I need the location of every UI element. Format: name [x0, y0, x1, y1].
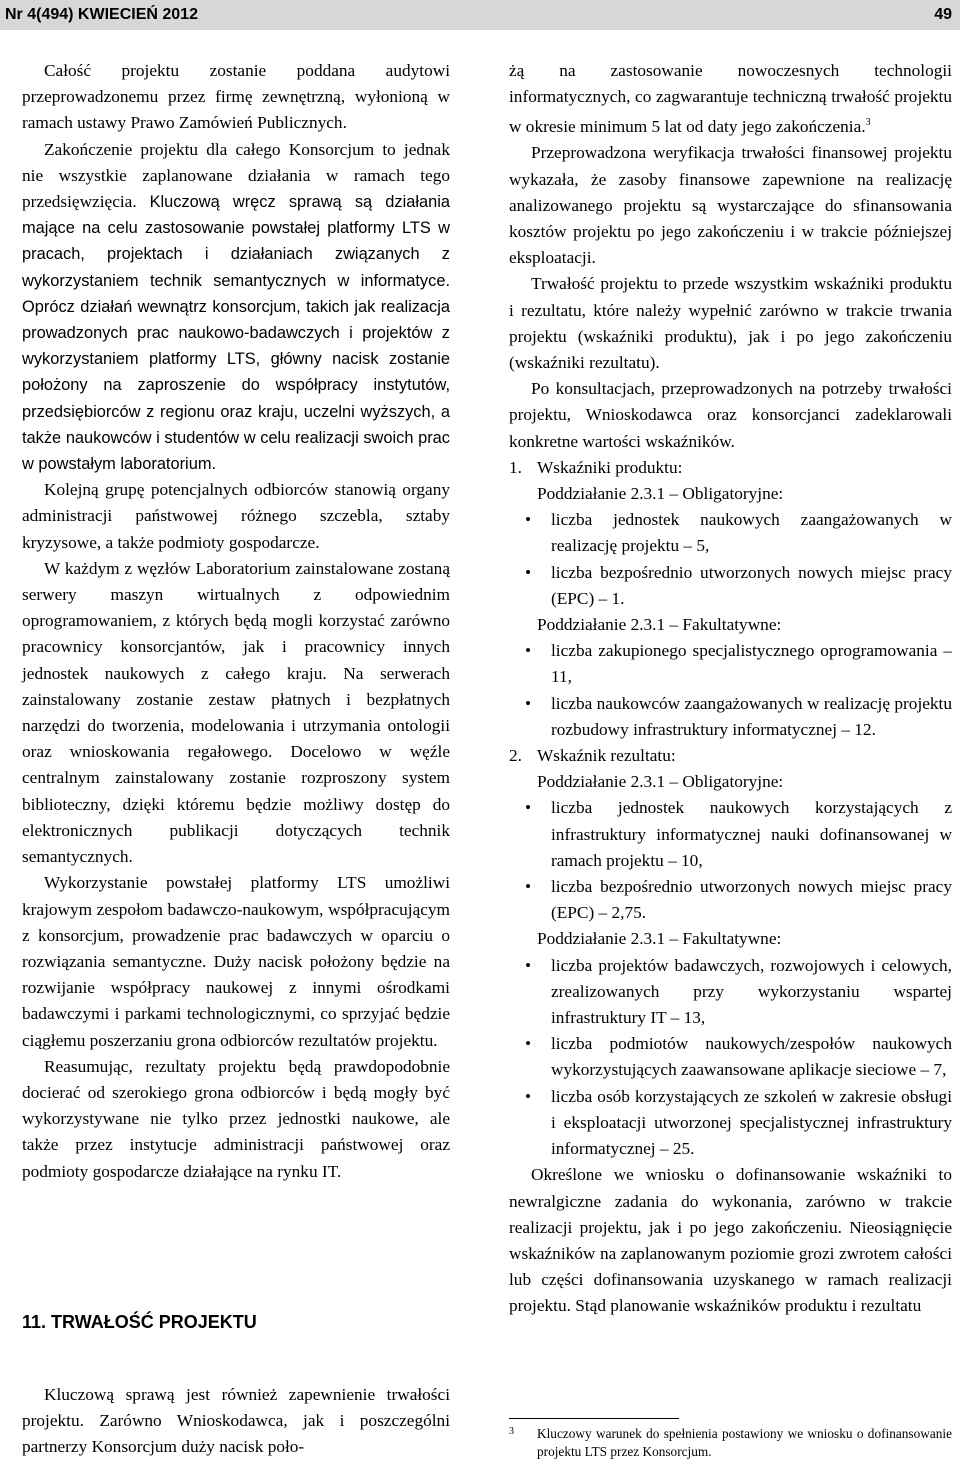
paragraph: Trwałość projektu to przede wszystkim wskaźniki produktu i rezultatu, które należy wypełnić zarówno w trakcie trwania projektu (wskaźniki produktu), jak i po jego zakończeniu (wskaźniki rezultatu).	[509, 274, 952, 372]
list-item	[509, 455, 952, 481]
list-number: 1.	[509, 457, 522, 477]
footnote	[509, 1425, 952, 1461]
footnote-ref: 3	[865, 117, 871, 129]
bullet-list	[509, 638, 952, 743]
paragraph: Kluczową sprawą jest również zapewnienie trwałości projektu. Zarówno Wnioskodawca, jak i poszczególni partnerzy Konsorcjum duży nacisk poło-	[22, 1385, 450, 1457]
paragraph	[509, 58, 952, 140]
footnote-text: Kluczowy warunek do spełnienia postawiony we wniosku o dofinansowanie projektu LTS przez Konsorcjum.	[537, 1426, 952, 1459]
bullet-list	[509, 507, 952, 612]
list-item	[509, 743, 952, 769]
list-item: • liczba naukowców zaangażowanych w realizację projektu rozbudowy infrastruktury informatycznej – 12.	[551, 691, 952, 743]
paragraph-text: żą na zastosowanie nowoczesnych technologii informatycznych, co zagwarantuje techniczną trwałość projektu w okresie minimum 5 lat od daty jego zakończenia.	[509, 61, 952, 137]
list-item: • liczba osób korzystających ze szkoleń w zakresie obsługi i eksploatacji utworzonej specjalistycznej infrastruktury informatycznej – 25.	[551, 1084, 952, 1163]
bullet-list	[509, 953, 952, 1163]
footnote-number: 3	[509, 1426, 514, 1437]
paragraph-text: Zakończenie projektu dla całego Konsorcjum to jednak nie wszystkie zaplanowane działania w ramach tego przedsięwzięcia.	[22, 139, 450, 212]
paragraph: Po konsultacjach, przeprowadzonych na potrzeby trwałości projektu, Wnioskodawca oraz konsorcjanci zadeklarowali konkretne wartości wskaźników.	[509, 379, 952, 451]
section-intro	[22, 1382, 450, 1461]
left-column	[22, 58, 450, 1185]
page-number: 49	[934, 6, 952, 23]
list-item: • liczba jednostek naukowych korzystających z infrastruktury informatycznej nauki dofinansowanej w ramach projektu – 10,	[551, 795, 952, 874]
section-heading: 11. TRWAŁOŚĆ PROJEKTU	[22, 1312, 257, 1332]
group-label: Poddziałanie 2.3.1 – Obligatoryjne:	[537, 772, 784, 792]
list-item: • liczba zakupionego specjalistycznego oprogramowania – 11,	[551, 638, 952, 690]
list-item: • liczba bezpośrednio utworzonych nowych miejsc pracy (EPC) – 2,75.	[551, 874, 952, 926]
list-item: • liczba projektów badawczych, rozwojowych i celowych, zrealizowanych przy wykorzystaniu wspartej infrastruktury IT – 13,	[551, 953, 952, 1032]
right-column	[509, 58, 952, 1320]
group-label: Poddziałanie 2.3.1 – Obligatoryjne:	[537, 484, 784, 504]
paragraph	[22, 137, 450, 478]
indicator-list	[509, 455, 952, 1162]
paragraph: Całość projektu zostanie poddana audytowi przeprowadzonemu przez firmę zewnętrzną, wyłonioną w ramach ustawy Prawo Zamówień Publicznych.	[22, 61, 450, 133]
group-label: Poddziałanie 2.3.1 – Fakultatywne:	[537, 929, 782, 949]
bullet-list	[509, 795, 952, 926]
list-item: • liczba podmiotów naukowych/zespołów naukowych wykorzystujących zaawansowane aplikacje sieciowe – 7,	[551, 1031, 952, 1083]
paragraph: Reasumując, rezultaty projektu będą prawdopodobnie docierać od szerokiego grona odbiorców i będą mogły być wykorzystywane nie tylko przez jednostki naukowe, ale także przez instytucje administracji państwowej oraz podmioty gospodarcze działające na rynku IT.	[22, 1056, 450, 1181]
paragraph-text-sans: Kluczową wręcz sprawą są działania mające na celu zastosowanie powstałej platformy LTS w pracach, projektach i działaniach związanych z wykorzystaniem technik semantycznych w informatyce. Oprócz działań wewnątrz konsorcjum, takich jak realizacja prowadzonych prac naukowo-badawczych i projektów z wykorzystaniem platformy LTS, główny nacisk zostanie położony na zaproszenie do współpracy instytutów, przedsiębiorców z regionu oraz kraju, uczelni wyższych, a także naukowców i studentów w celu realizacji swoich prac w powstałym laboratorium.	[22, 193, 450, 474]
issue-label: Nr 4(494) KWIECIEŃ 2012	[5, 6, 198, 23]
paragraph: Przeprowadzona weryfikacja trwałości finansowej projektu wykazała, że zasoby finansowe zapewnione na realizację analizowanego projektu są wystarczające do sfinansowania kosztów projektu po jego zakończeniu i w trakcie późniejszej eksploatacji.	[509, 143, 952, 268]
paragraph: Kolejną grupę potencjalnych odbiorców stanowią organy administracji państwowej różnego szczebla, sztaby kryzysowe, a także podmioty gospodarcze.	[22, 480, 450, 552]
list-item: • liczba bezpośrednio utworzonych nowych miejsc pracy (EPC) – 1.	[551, 560, 952, 612]
paragraph: W każdym z węzłów Laboratorium zainstalowane zostaną serwery maszyn wirtualnych z odpowiednim oprogramowaniem, z których będą mogli korzystać zarówno pracownicy konsorcjantów, jak i pracownicy innych jednostek naukowych z całego kraju. Na serwerach zainstalowany zostanie zestaw płatnych i bezpłatnych narzędzi do tworzenia, modelowania i utrzymania ontologii oraz wnioskowania regałowego. Docelowo w węźle centralnym zainstalowany zostanie rozproszony system biblioteczny, dzięki któremu będzie możliwy dostęp do elektronicznych publikacji dotyczących technik semantycznych.	[22, 558, 450, 867]
group-label: Poddziałanie 2.3.1 – Fakultatywne:	[537, 615, 782, 635]
list-number: 2.	[509, 746, 522, 766]
list-title: Wskaźnik rezultatu:	[537, 746, 676, 766]
list-title: Wskaźniki produktu:	[537, 457, 683, 477]
footnote-rule	[509, 1418, 679, 1419]
page-header	[0, 0, 960, 30]
list-item: • liczba jednostek naukowych zaangażowanych w realizację projektu – 5,	[551, 507, 952, 559]
paragraph: Określone we wniosku o dofinansowanie wskaźniki to newralgiczne zadania do wykonania, zarówno w trakcie realizacji projektu, jak i po jego zakończeniu. Nieosiągnięcie wskaźników na zaplanowanym poziomie grozi zwrotem całości lub części dofinansowania uzyskanego w ramach realizacji projektu. Stąd planowanie wskaźników produktu i rezultatu	[509, 1165, 952, 1316]
paragraph: Wykorzystanie powstałej platformy LTS umożliwi krajowym zespołom badawczo-naukowym, współpracującym z konsorcjum, prowadzenie prac badawczych w oparciu o rozwiązania semantyczne. Duży nacisk położony będzie na rozwijanie współpracy naukowej z innymi ośrodkami badawczymi i parkami technologicznymi, co sprzyjać będzie ciągłemu poszerzaniu grona odbiorców rezultatów projektu.	[22, 873, 450, 1050]
